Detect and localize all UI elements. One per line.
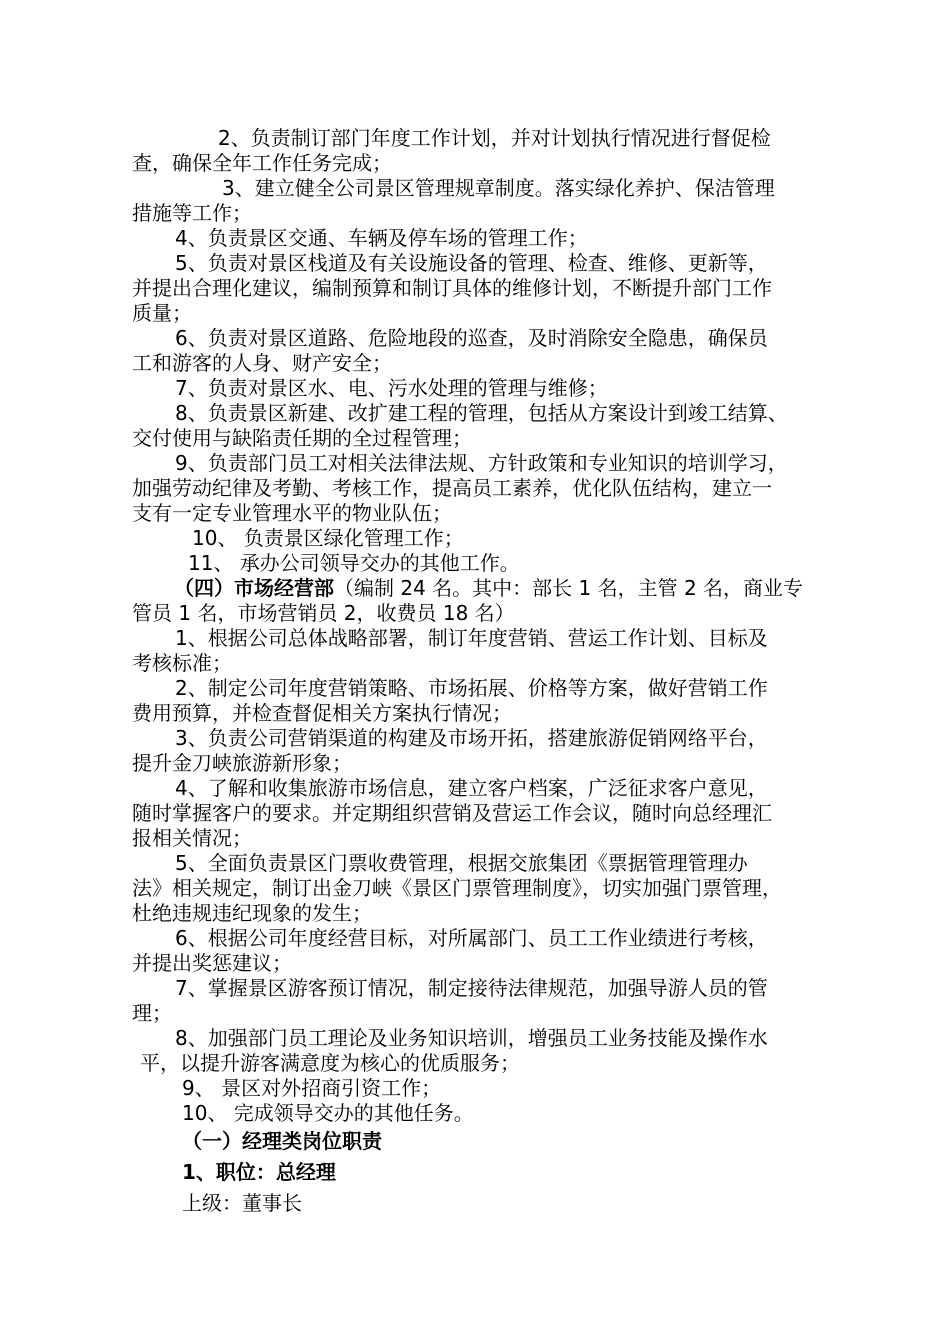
paragraph-line: 平，以提升游客满意度为核心的优质服务； <box>140 1051 520 1075</box>
paragraph-line: 3、负责公司营销渠道的构建及市场开拓，搭建旅游促销网络平台， <box>175 726 768 750</box>
paragraph-line: 5、全面负责景区门票收费管理，根据交旅集团《票据管理管理办 <box>175 851 748 875</box>
paragraph-line: 费用预算，并检查督促相关方案执行情况； <box>132 701 512 725</box>
paragraph-line: 杜绝违规违纪现象的发生； <box>132 901 372 925</box>
section-four-heading: （四）市场经营部 <box>174 576 334 600</box>
paragraph-line: 11、 承办公司领导交办的其他工作。 <box>188 551 520 575</box>
paragraph-line: 3、建立健全公司景区管理规章制度。落实绿化养护、保洁管理 <box>222 176 775 200</box>
paragraph-line: 工和游客的人身、财产安全； <box>132 351 392 375</box>
paragraph-line: 7、掌握景区游客预订情况，制定接待法律规范，加强导游人员的管 <box>175 976 768 1000</box>
paragraph-line: 4、了解和收集旅游市场信息，建立客户档案，广泛征求客户意见， <box>175 776 768 800</box>
paragraph-line: 8、加强部门员工理论及业务知识培训，增强员工业务技能及操作水 <box>175 1026 768 1050</box>
paragraph-line: 9、 景区对外招商引资工作； <box>182 1076 442 1100</box>
paragraph-line: 8、负责景区新建、改扩建工程的管理，包括从方案设计到竣工结算、 <box>175 401 788 425</box>
paragraph-line: 9、负责部门员工对相关法律法规、方针政策和专业知识的培训学习， <box>175 451 788 475</box>
paragraph-line: 法》相关规定，制订出金刀峡《景区门票管理制度》，切实加强门票管理， <box>132 876 782 900</box>
paragraph-line: 措施等工作； <box>132 201 252 225</box>
paragraph-line: 并提出合理化建议，编制预算和制订具体的维修计划，不断提升部门工作 <box>132 276 772 300</box>
paragraph-line: 10、 完成领导交办的其他任务。 <box>182 1101 474 1125</box>
paragraph-line: 管员 1 名，市场营销员 2，收费员 18 名） <box>132 601 515 625</box>
paragraph-line: 4、负责景区交通、车辆及停车场的管理工作； <box>175 226 588 250</box>
section-four-staffing: （编制 24 名。其中：部长 1 名，主管 2 名，商业专 <box>334 576 804 600</box>
paragraph-line: 10、 负责景区绿化管理工作； <box>192 526 464 550</box>
paragraph-line: 7、负责对景区水、电、污水处理的管理与维修； <box>175 376 608 400</box>
paragraph-line: 理； <box>132 1001 172 1025</box>
paragraph-line: 2、制定公司年度营销策略、市场拓展、价格等方案，做好营销工作 <box>175 676 768 700</box>
paragraph-line: 6、负责对景区道路、危险地段的巡查，及时消除安全隐患，确保员 <box>175 326 768 350</box>
paragraph-line: 6、根据公司年度经营目标，对所属部门、员工工作业绩进行考核， <box>175 926 768 950</box>
paragraph-line: 随时掌握客户的要求。并定期组织营销及营运工作会议，随时向总经理汇 <box>132 801 772 825</box>
paragraph-line: 并提出奖惩建议； <box>132 951 292 975</box>
paragraph-line: 提升金刀峡旅游新形象； <box>132 751 352 775</box>
paragraph-line: 加强劳动纪律及考勤、考核工作，提高员工素养，优化队伍结构，建立一 <box>132 476 772 500</box>
paragraph-line: 报相关情况； <box>132 826 252 850</box>
paragraph-line: 查，确保全年工作任务完成； <box>132 151 392 175</box>
paragraph-line: 考核标准； <box>132 651 232 675</box>
paragraph-line: 交付使用与缺陷责任期的全过程管理； <box>132 426 472 450</box>
paragraph-line: 1、根据公司总体战略部署，制订年度营销、营运工作计划、目标及 <box>175 626 768 650</box>
paragraph-line: 质量； <box>132 301 192 325</box>
paragraph-line: 2、负责制订部门年度工作计划，并对计划执行情况进行督促检 <box>218 126 771 150</box>
section-four-line <box>174 576 803 600</box>
section-heading: （一）经理类岗位职责 <box>182 1129 382 1153</box>
superior-line: 上级：董事长 <box>182 1191 302 1215</box>
position-title: 1、职位：总经理 <box>182 1160 336 1184</box>
paragraph-line: 5、负责对景区栈道及有关设施设备的管理、检查、维修、更新等， <box>175 251 768 275</box>
paragraph-line: 支有一定专业管理水平的物业队伍； <box>132 501 452 525</box>
